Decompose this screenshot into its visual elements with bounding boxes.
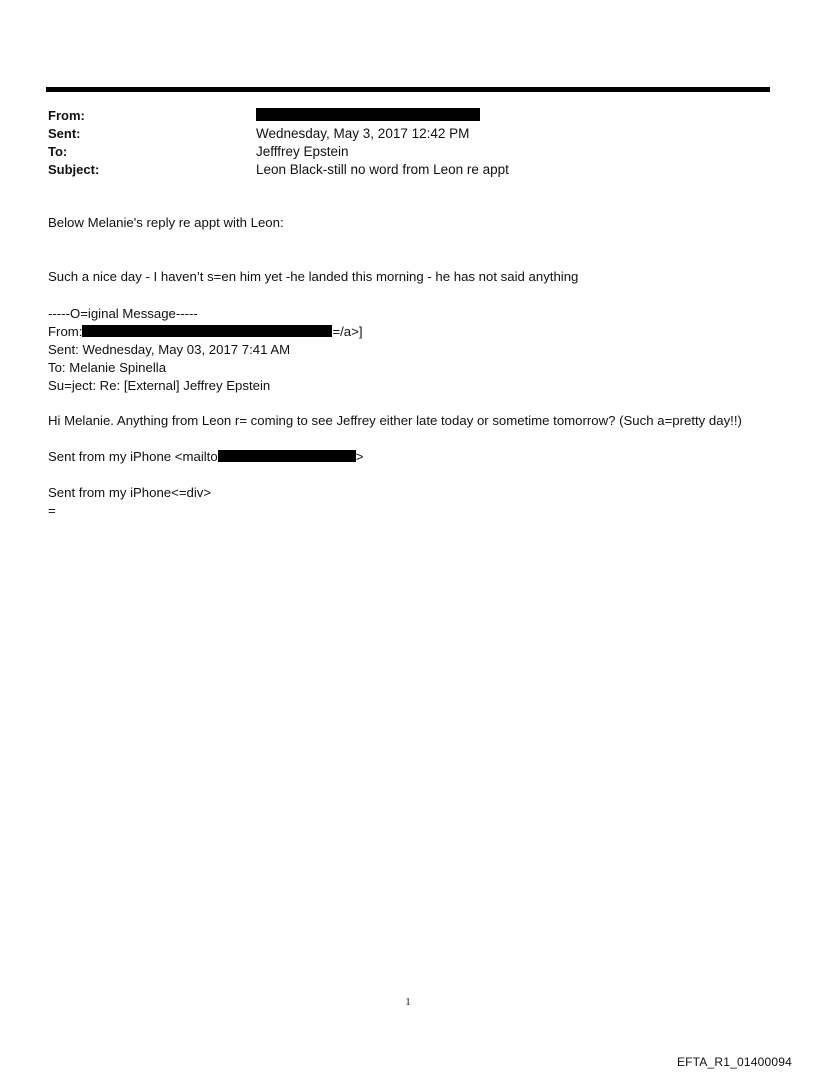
original-from-suffix: =/a>] xyxy=(332,324,363,339)
original-subject-line: Su=ject: Re: [External] Jeffrey Epstein xyxy=(48,378,271,393)
document-id: EFTA_R1_01400094 xyxy=(676,1055,792,1069)
original-to-line: To: Melanie Spinella xyxy=(48,360,167,375)
original-message-marker: -----O=iginal Message----- xyxy=(48,306,198,321)
header-row-subject xyxy=(48,161,768,179)
signature-redaction xyxy=(218,450,356,462)
sent-value: Wednesday, May 3, 2017 12:42 PM xyxy=(256,126,470,141)
email-header xyxy=(48,107,768,179)
original-message-text: Hi Melanie. Anything from Leon r= coming to see Jeffrey either late today or sometime tomorrow? (Such a=pretty day!!) xyxy=(48,413,742,428)
subject-label: Subject: xyxy=(48,162,100,177)
to-label: To: xyxy=(48,144,68,159)
signature-line-1 xyxy=(48,448,363,466)
header-row-sent xyxy=(48,125,768,143)
header-row-from xyxy=(48,107,768,125)
to-value: Jefffrey Epstein xyxy=(256,144,349,159)
from-redaction xyxy=(256,108,480,121)
signature-line-2: Sent from my iPhone<=div> xyxy=(48,485,212,500)
header-row-to xyxy=(48,143,768,161)
signature-suffix: > xyxy=(355,449,364,464)
trailing-character: = xyxy=(48,503,56,518)
original-from-redaction xyxy=(82,325,332,337)
reply-line: Such a nice day - I haven’t s=en him yet -he landed this morning - he has not said anything xyxy=(48,269,579,284)
original-sent-line: Sent: Wednesday, May 03, 2017 7:41 AM xyxy=(48,342,291,357)
signature-prefix: Sent from my iPhone <mailto xyxy=(48,449,218,464)
page-number: 1 xyxy=(405,996,411,1008)
subject-value: Leon Black-still no word from Leon re appt xyxy=(256,162,509,177)
sent-label: Sent: xyxy=(48,126,81,141)
header-rule xyxy=(46,87,770,92)
intro-line: Below Melanie's reply re appt with Leon: xyxy=(48,215,284,230)
original-from-label: From: xyxy=(48,324,83,339)
original-from-line xyxy=(48,323,363,341)
from-label: From: xyxy=(48,108,85,123)
